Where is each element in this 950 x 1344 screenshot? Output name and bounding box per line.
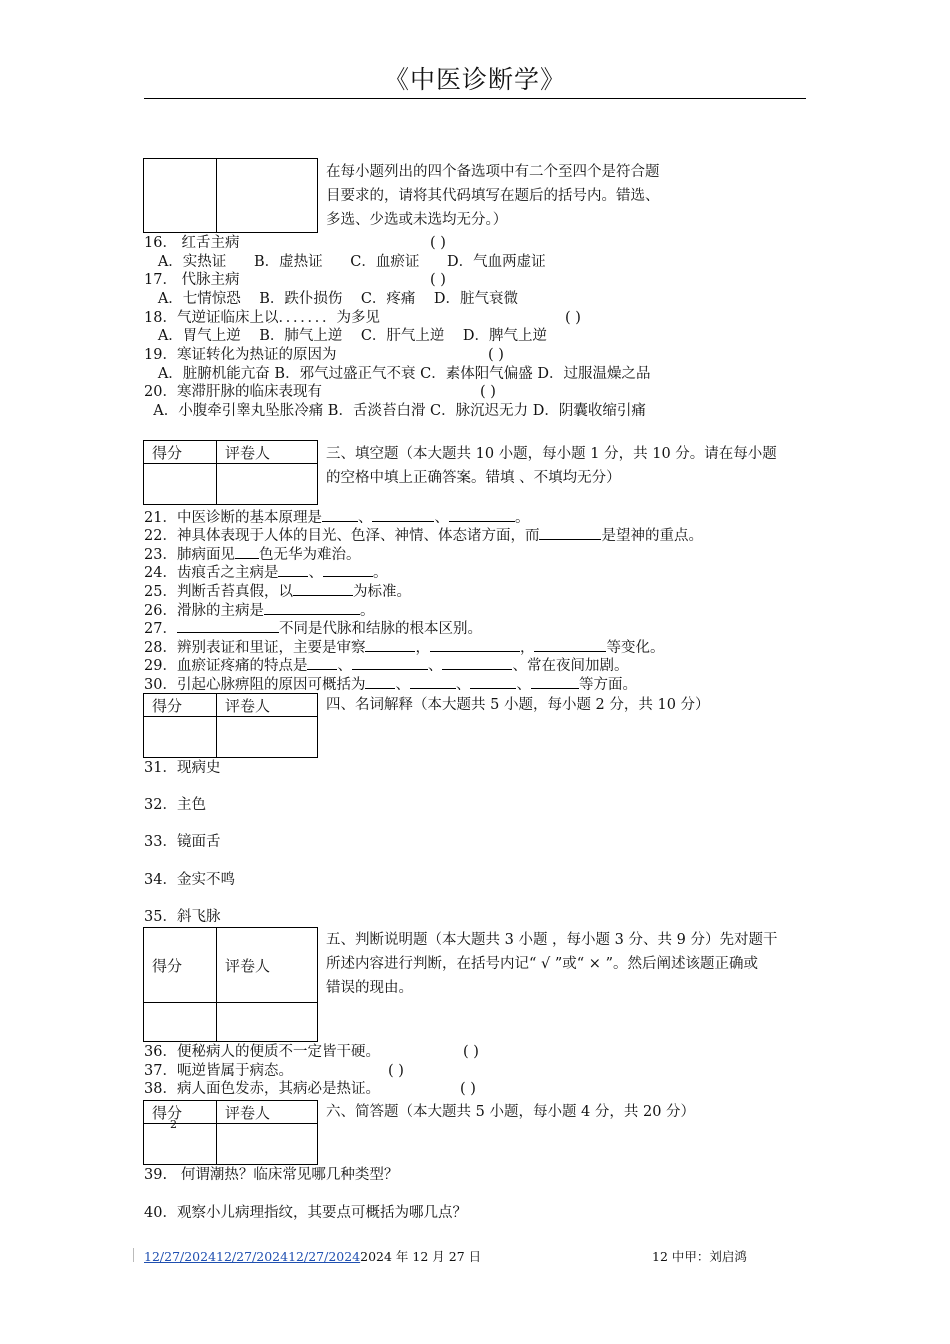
mc-options-19: A．脏腑机能亢奋 B．邪气过盛正气不衰 C．素体阳气偏盛 D．过服温燥之品 [144,366,651,382]
fill-item-29: 29．血瘀证疼痛的特点是 、 、 、常在夜间加剧。 [144,655,628,676]
judge-item-38: 38．病人面色发赤，其病必是热证。 [144,1081,380,1097]
fill-item-21: 21．中医诊断的基本原理是 、 、 。 [144,507,529,528]
answer-blank[interactable] [372,507,434,522]
answer-paren: ( ) [488,347,504,363]
fill-item-23: 23．肺病面见 色无华为难治。 [144,544,360,565]
answer-paren[interactable]: ( ) [388,1063,404,1079]
fill-item-27: 27． 不同是代脉和结脉的根本区别。 [144,618,482,639]
answer-paren[interactable]: ( ) [463,1044,479,1060]
grader-cell [217,159,318,233]
score-cell [144,159,217,233]
answer-blank[interactable] [307,655,337,670]
mc-question-16: 16． 红舌主病 [144,235,240,251]
answer-blank[interactable] [323,562,373,577]
answer-blank[interactable] [293,581,353,596]
mc-options-17: A．七情惊恐 B．跌仆损伤 C．疼痛 D．脏气衰微 [144,291,518,307]
mc-question-19: 19．寒证转化为热证的原因为 [144,347,337,363]
fill-item-22: 22．神具体表现于人体的目光、色泽、神情、体态诸方面，而 是望神的重点。 [144,525,703,546]
grader-label: 评卷人 [217,928,318,1003]
instruction-line: 在每小题列出的四个备选项中有二个至四个是符合题 [326,164,660,180]
answer-blank[interactable] [534,637,606,652]
answer-blank[interactable] [322,507,358,522]
answer-blank[interactable] [365,674,395,689]
grader-cell [217,1003,318,1042]
fill-item-30: 30．引起心脉痹阻的原因可概括为 、 、 、 等方面。 [144,674,637,695]
fill-item-28: 28．辨别表证和里证，主要是审察 ， ， 等变化。 [144,637,664,658]
score-cell [144,1124,217,1165]
score-cell [144,1003,217,1042]
fill-item-24: 24．齿痕舌之主病是 、 。 [144,562,387,583]
score-box-section4 [143,693,318,758]
answer-blank[interactable] [539,525,601,540]
instruction-line: 目要求的，请将其代码填写在题后的括号内。错选、 [326,188,660,204]
title-rule [144,98,806,99]
score-box-section3 [143,440,318,505]
mc-question-18: 18．气逆证临床上以．．．．．．．为多见 [144,310,380,326]
grader-cell [217,1124,318,1165]
answer-paren[interactable]: ( ) [460,1081,476,1097]
mc-question-20: 20．寒滞肝脉的临床表现有 [144,384,322,400]
score-cell [144,464,217,505]
answer-paren: ( ) [565,310,581,326]
answer-blank[interactable] [410,674,456,689]
answer-paren: ( ) [480,384,496,400]
short-answer-40: 40．观察小儿病理指纹，其要点可概括为哪几点？ [144,1205,467,1221]
score-cell [144,717,217,758]
document-title: 《中医诊断学》 [383,65,566,94]
answer-blank[interactable] [177,618,279,633]
answer-blank[interactable] [365,637,415,652]
stray-mark: 2 [170,1118,177,1131]
answer-paren: ( ) [430,272,446,288]
judge-item-36: 36．便秘病人的便质不一定皆干硬。 [144,1044,380,1060]
score-box-section2 [143,158,318,233]
answer-blank[interactable] [470,674,516,689]
section6-heading: 六、简答题（本大题共 5 小题，每小题 4 分，共 20 分） [326,1104,696,1120]
grader-cell [217,717,318,758]
footer-author: 12 中甲：刘启鸿 [652,1249,747,1264]
mc-options-20: A．小腹牵引睾丸坠胀冷痛 B．舌淡苔白滑 C．脉沉迟无力 D．阴囊收缩引痛 [144,403,646,419]
section5-heading: 五、判断说明题（本大题共 3 小题 ，每小题 3 分、共 9 分）先对题干 所述内容进行判断，在括号内记“ √ ”或“ × ”。然后阐述该题正确或 错误的现由。 [326,932,778,996]
answer-blank[interactable] [264,600,360,615]
judge-item-37: 37．呃逆皆属于病态。 [144,1063,293,1079]
section4-heading: 四、名词解释（本大题共 5 小题，每小题 2 分，共 10 分） [326,697,710,713]
footer-date: 2024 年 12 月 27 日 [360,1249,482,1264]
answer-blank[interactable] [449,507,515,522]
grader-label: 评卷人 [217,441,318,464]
fill-item-25: 25．判断舌苔真假，以 为标准。 [144,581,411,602]
short-answer-39: 39. 何谓潮热？临床常见哪几种类型？ [144,1167,399,1183]
mc-question-17: 17． 代脉主病 [144,272,240,288]
answer-blank[interactable] [430,637,520,652]
instruction-line: 多选、少选或未选均无分。） [326,212,508,228]
term-item-35: 35．斜飞脉 [144,909,221,925]
section2-instructions [326,160,660,232]
score-label: 得分 [144,928,217,1003]
answer-blank[interactable] [352,655,428,670]
section3-heading: 三、填空题（本大题共 10 小题，每小题 1 分，共 10 分。请在每小题 的空格中填上正确答案。错填 、不填均无分） [326,446,777,486]
answer-blank[interactable] [531,674,579,689]
term-item-33: 33．镜面舌 [144,834,221,850]
grader-cell [217,464,318,505]
mc-options-18: A．胃气上逆 B．肺气上逆 C．肝气上逆 D．脾气上逆 [144,328,547,344]
answer-paren: ( ) [430,235,446,251]
grader-label: 评卷人 [217,1101,318,1124]
answer-blank[interactable] [235,544,259,559]
term-item-32: 32．主色 [144,797,206,813]
term-item-31: 31．现病史 [144,760,221,776]
footer-divider [133,1248,134,1262]
score-label: 得分 [144,441,217,464]
grader-label: 评卷人 [217,694,318,717]
fill-item-26: 26．滑脉的主病是 。 [144,600,374,621]
answer-blank[interactable] [442,655,512,670]
footer-left [144,1247,481,1265]
footer-date-link[interactable]: 12/27/202412/27/202412/27/2024 [144,1249,361,1264]
mc-options-16: A．实热证 B．虚热证 C．血瘀证 D．气血两虚证 [144,254,546,270]
score-box-section6 [143,1100,318,1165]
score-label: 得分 [144,694,217,717]
score-label: 得分 [144,1101,217,1124]
answer-blank[interactable] [278,562,308,577]
score-box-section5 [143,927,318,1042]
term-item-34: 34．金实不鸣 [144,872,235,888]
